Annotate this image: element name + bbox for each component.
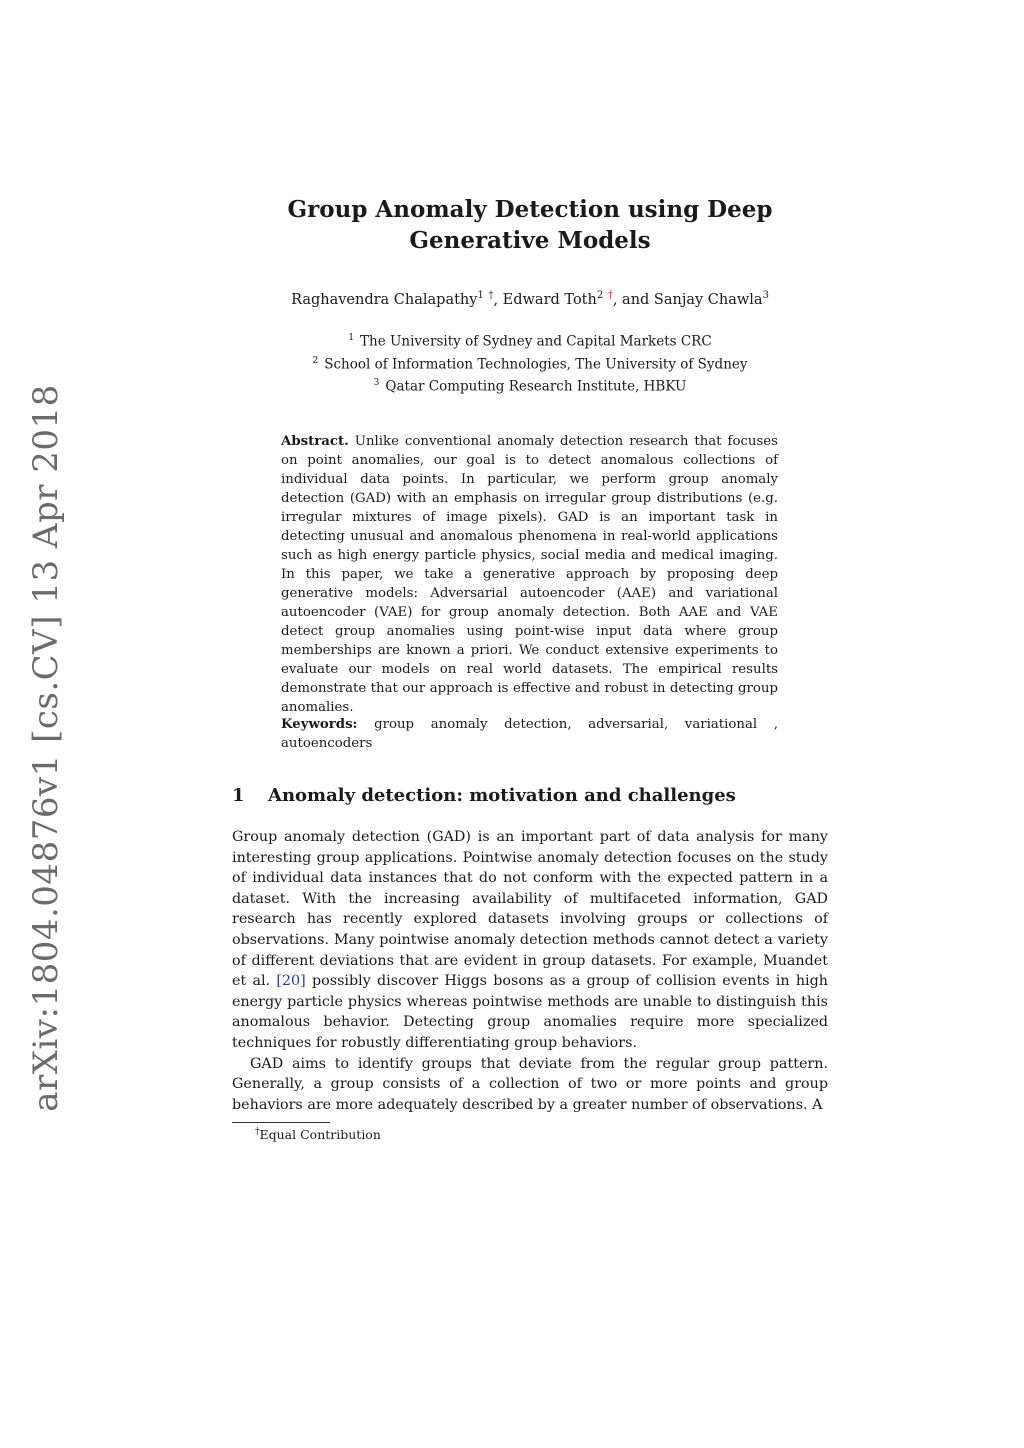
keywords-text: group anomaly detection, adversarial, variational , autoencoders — [281, 717, 778, 751]
affiliation-text: Qatar Computing Research Institute, HBKU — [385, 378, 687, 395]
footnote — [255, 1127, 381, 1142]
abstract-label: Abstract. — [281, 434, 349, 449]
author-dagger-mark: † — [488, 290, 494, 301]
affiliation-line — [232, 329, 828, 352]
keywords-label: Keywords: — [281, 717, 358, 732]
footnote-rule — [232, 1122, 330, 1123]
affiliation-line — [232, 352, 828, 375]
author-name: Edward Toth — [502, 291, 597, 308]
affiliation-text: The University of Sydney and Capital Markets CRC — [360, 333, 712, 350]
paragraph-text: GAD aims to identify groups that deviate from the regular group pattern. Generally, a group consists of a collection of two or more points and group behaviors are more adequately described by a greater number of observations. A — [232, 1055, 828, 1113]
paper-title — [232, 194, 828, 256]
affiliation-list — [232, 329, 828, 397]
section-number: 1 — [232, 785, 245, 806]
footnote-text: Equal Contribution — [259, 1127, 381, 1143]
affiliation-number: 2 — [312, 355, 319, 366]
section-heading — [232, 785, 736, 806]
author-affiliation-mark: 2 — [596, 290, 604, 301]
author-affiliation-mark: 1 — [477, 290, 484, 301]
affiliation-text: School of Information Technologies, The University of Sydney — [324, 356, 748, 372]
paragraph — [232, 1054, 828, 1116]
keywords — [281, 715, 778, 753]
section-title: Anomaly detection: motivation and challenges — [268, 785, 736, 806]
section-body — [232, 827, 828, 1115]
affiliation-line — [232, 374, 828, 397]
author-dagger-mark: † — [607, 290, 613, 301]
author-conjunction: and — [622, 291, 650, 308]
footnote-mark: † — [255, 1127, 260, 1137]
arxiv-identifier-stamp: arXiv:1804.04876v1 [cs.CV] 13 Apr 2018 — [26, 384, 66, 1112]
title-line-1: Group Anomaly Detection using Deep — [287, 196, 773, 223]
author-name: Raghavendra Chalapathy — [291, 291, 478, 308]
abstract — [281, 432, 778, 717]
abstract-text: Unlike conventional anomaly detection research that focuses on point anomalies, our goal is to detect anomalous collections of individual data points. In particular, we perform group anomaly detection (GAD) with an emphasis on irregular group distributions (e.g. irregular mixtures of image pixels). GAD is an important task in detecting unusual and anomalous phenomena in real-world applications such as high energy particle physics, social media and medical imaging. In this paper, we take a generative approach by proposing deep generative models: Adversarial autoencoder (AAE) and variational autoencoder (VAE) for group anomaly detection. Both AAE and VAE detect group anomalies using point-wise input data where group memberships are known a priori. We conduct extensive experiments to evaluate our models on real world datasets. The empirical results demonstrate that our approach is effective and robust in detecting group anomalies. — [281, 434, 779, 715]
author-name: Sanjay Chawla — [653, 291, 763, 308]
affiliation-number: 3 — [373, 378, 380, 388]
affiliation-number: 1 — [348, 333, 355, 343]
paragraph — [232, 827, 828, 1054]
title-line-2: Generative Models — [409, 227, 651, 254]
citation-link[interactable]: [20] — [276, 973, 306, 990]
author-affiliation-mark: 3 — [762, 290, 769, 301]
author-list: Raghavendra Chalapathy$^1$ †, Edward Toth$^2$ †, and Sanjay Chawla$^3$ — [291, 290, 769, 308]
paragraph-text: possibly discover Higgs bosons as a group of collision events in high energy particle physics whereas pointwise methods are unable to distinguish this anomalous behavior. Detecting group anomalies require more specialized techniques for robustly differentiating group behaviors. — [232, 973, 828, 1051]
paragraph-text: Group anomaly detection (GAD) is an important part of data analysis for many interesting group applications. Pointwise anomaly detection focuses on the study of individual data instances that do not conform with the expected pattern in a dataset. With the increasing availability of multifaceted information, GAD research has recently explored datasets involving groups or collections of observations. Many pointwise anomaly detection methods cannot detect a variety of different deviations that are evident in group datasets. For example, Muandet et al. — [232, 829, 828, 990]
